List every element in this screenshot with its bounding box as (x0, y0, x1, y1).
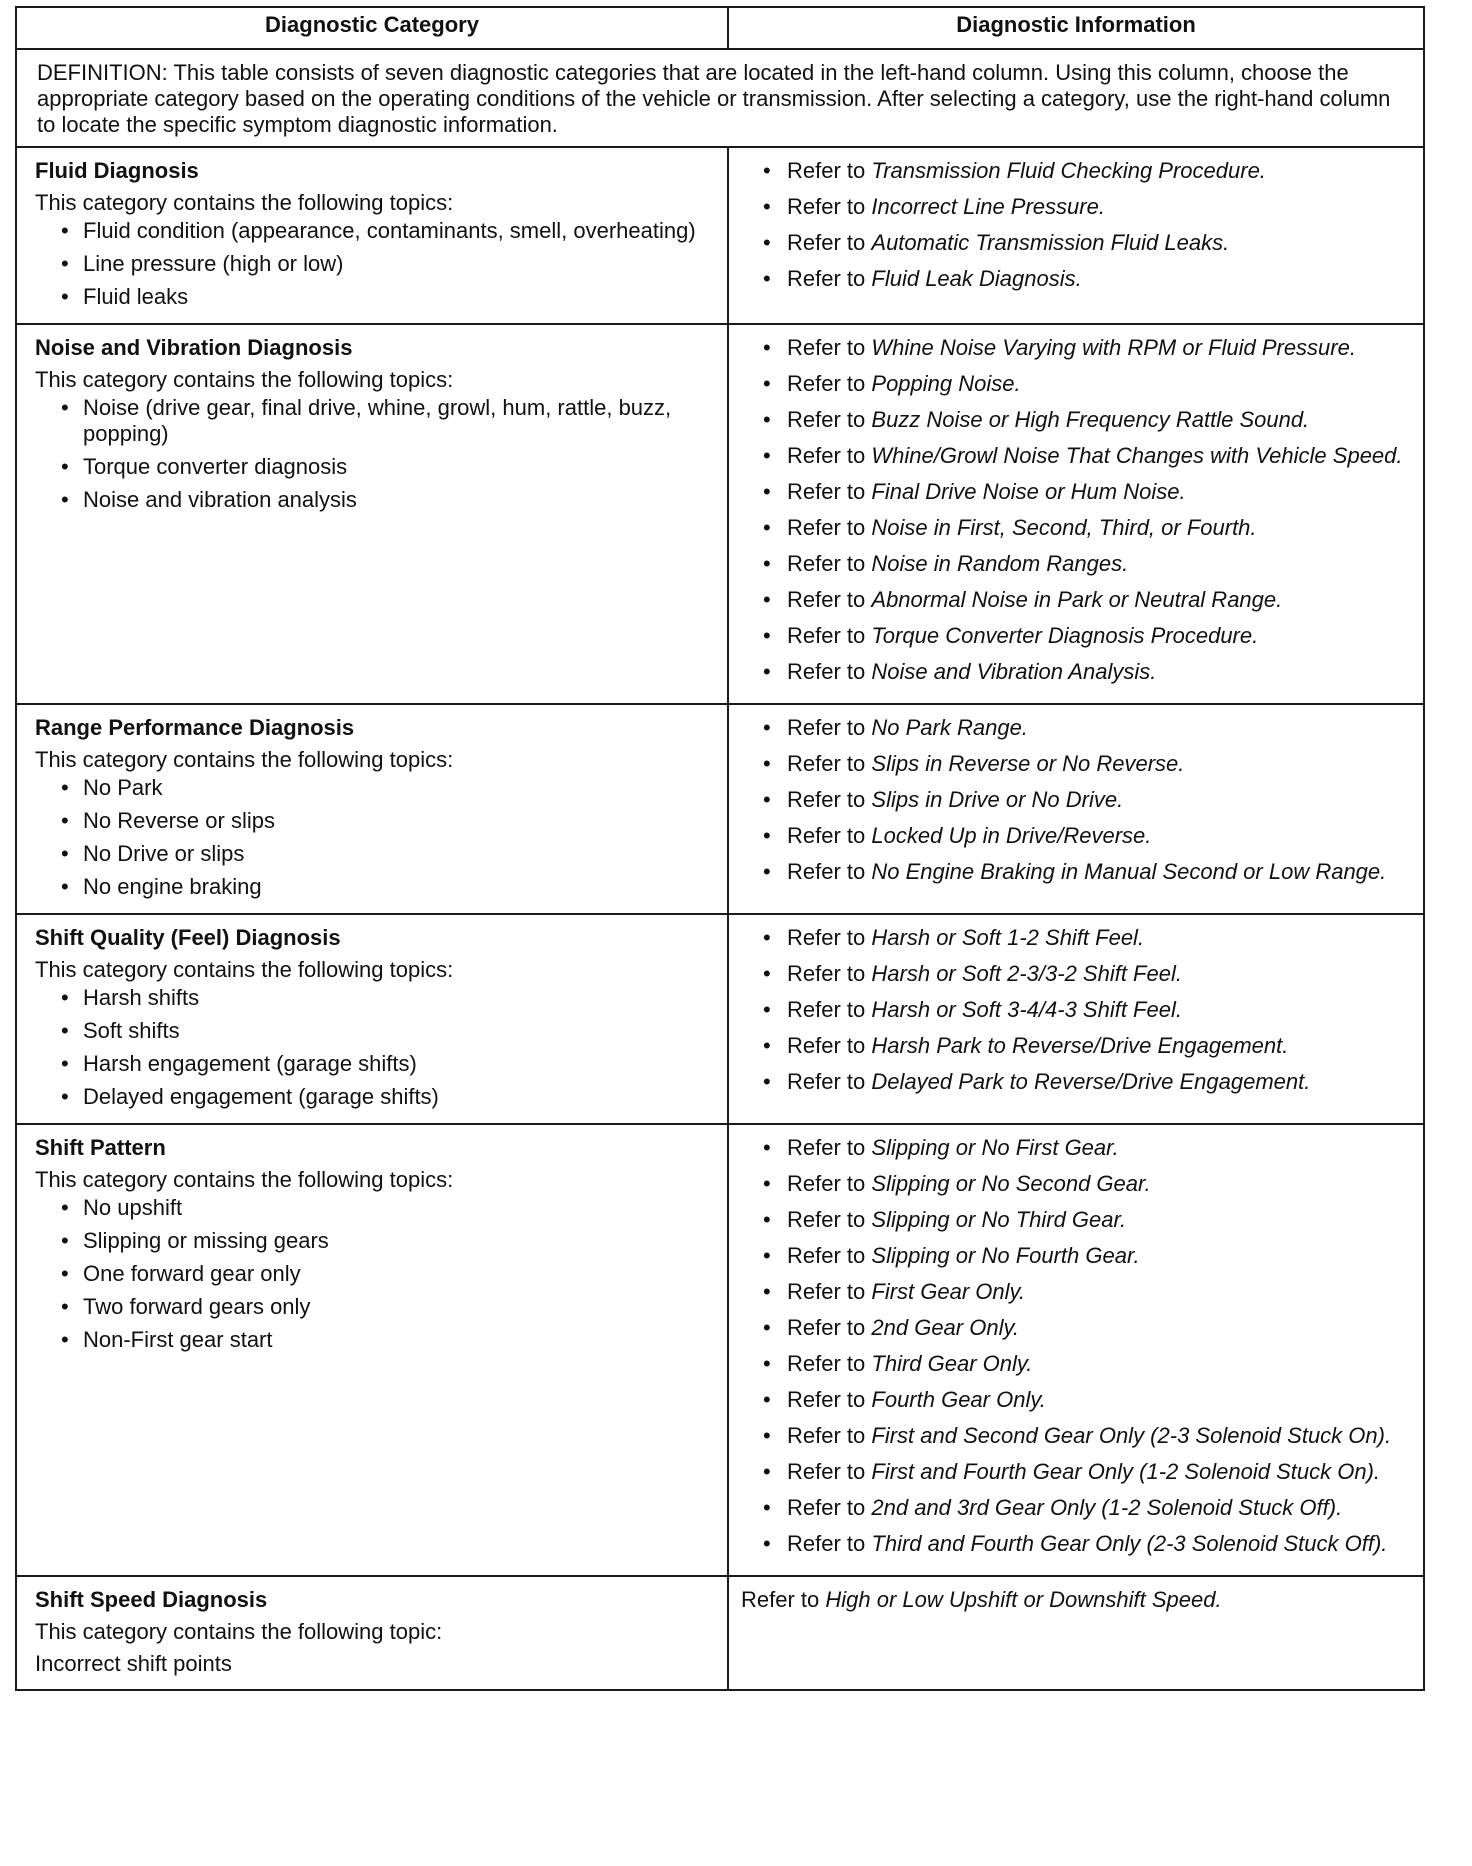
reference-item (761, 1351, 1413, 1377)
reference-link[interactable]: Slipping or No First Gear. (871, 1135, 1119, 1160)
column-header-information: Diagnostic Information (728, 7, 1424, 49)
category-cell (16, 704, 728, 914)
topic-item: • Harsh engagement (garage shifts) (59, 1051, 717, 1077)
refer-prefix: Refer to (787, 158, 866, 183)
category-description: This category contains the following topics: (35, 1167, 454, 1192)
reference-item (761, 230, 1413, 256)
refer-prefix: Refer to (787, 859, 866, 884)
reference-item (761, 925, 1413, 951)
reference-item (761, 1459, 1413, 1485)
topic-item: • Noise (drive gear, final drive, whine, growl, hum, rattle, buzz, popping) (59, 395, 717, 447)
reference-link[interactable]: Automatic Transmission Fluid Leaks. (871, 230, 1230, 255)
topic-item: • One forward gear only (59, 1261, 717, 1287)
topic-item: • Torque converter diagnosis (59, 454, 717, 480)
refer-prefix: Refer to (787, 194, 866, 219)
reference-item (761, 551, 1413, 577)
refer-prefix: Refer to (787, 230, 866, 255)
topic-item: • No Park (59, 775, 717, 801)
category-title: Shift Speed Diagnosis (35, 1587, 268, 1612)
reference-item (761, 1423, 1413, 1449)
reference-item (761, 443, 1413, 469)
category-cell (16, 1576, 728, 1690)
information-cell (728, 914, 1424, 1124)
reference-link[interactable]: No Engine Braking in Manual Second or Low Range. (871, 859, 1387, 884)
category-cell (16, 147, 728, 324)
category-description: This category contains the following topics: (35, 190, 454, 215)
reference-link[interactable]: Slipping or No Third Gear. (871, 1207, 1127, 1232)
reference-list (761, 1135, 1413, 1557)
table-row (16, 704, 1424, 914)
definition-row (16, 49, 1424, 147)
reference-link[interactable]: Transmission Fluid Checking Procedure. (871, 158, 1266, 183)
reference-item (761, 407, 1413, 433)
reference-link[interactable]: Noise in First, Second, Third, or Fourth. (871, 515, 1257, 540)
reference-link[interactable]: Slips in Reverse or No Reverse. (871, 751, 1185, 776)
topic-item: Incorrect shift points (35, 1651, 232, 1676)
topic-list (35, 775, 717, 900)
reference-item (761, 997, 1413, 1023)
refer-prefix: Refer to (787, 1459, 866, 1484)
table-row (16, 1576, 1424, 1690)
reference-link[interactable]: Noise and Vibration Analysis. (871, 659, 1157, 684)
reference-link[interactable]: First and Fourth Gear Only (1-2 Solenoid Stuck On). (871, 1459, 1381, 1484)
reference-item (761, 158, 1413, 184)
reference-item (761, 715, 1413, 741)
reference-item (761, 961, 1413, 987)
refer-prefix: Refer to (787, 443, 866, 468)
topic-item: • Line pressure (high or low) (59, 251, 717, 277)
reference-link[interactable]: Locked Up in Drive/Reverse. (871, 823, 1152, 848)
topic-list (35, 985, 717, 1110)
refer-prefix: Refer to (787, 335, 866, 360)
reference-link[interactable]: Harsh or Soft 3-4/4-3 Shift Feel. (871, 997, 1182, 1022)
table-header-row (16, 7, 1424, 49)
refer-prefix: Refer to (787, 1243, 866, 1268)
reference-item (761, 751, 1413, 777)
refer-prefix: Refer to (787, 823, 866, 848)
topic-item: • Soft shifts (59, 1018, 717, 1044)
reference-item (761, 587, 1413, 613)
topic-list (35, 1195, 717, 1353)
reference-item (761, 1069, 1413, 1095)
reference-link[interactable]: Torque Converter Diagnosis Procedure. (871, 623, 1259, 648)
reference-link[interactable]: Slipping or No Second Gear. (871, 1171, 1151, 1196)
reference-item (761, 1387, 1413, 1413)
refer-prefix: Refer to (787, 715, 866, 740)
refer-prefix: Refer to (787, 587, 866, 612)
reference-item (761, 194, 1413, 220)
reference-link[interactable]: Slipping or No Fourth Gear. (871, 1243, 1140, 1268)
reference-item (761, 1135, 1413, 1161)
information-cell (728, 704, 1424, 914)
reference-item (761, 1033, 1413, 1059)
reference-item (761, 1531, 1413, 1557)
topic-item: • No Reverse or slips (59, 808, 717, 834)
refer-prefix: Refer to (787, 997, 866, 1022)
topic-item: • No Drive or slips (59, 841, 717, 867)
reference-list (761, 335, 1413, 685)
refer-prefix: Refer to (787, 1171, 866, 1196)
reference-link[interactable]: Noise in Random Ranges. (871, 551, 1129, 576)
reference-item (761, 859, 1413, 885)
category-cell (16, 1124, 728, 1576)
topic-item: • Two forward gears only (59, 1294, 717, 1320)
category-description: This category contains the following topic: (35, 1619, 443, 1644)
reference-link[interactable]: Third Gear Only. (871, 1351, 1033, 1376)
reference-list (761, 715, 1413, 885)
reference-link[interactable]: Delayed Park to Reverse/Drive Engagement. (871, 1069, 1311, 1094)
refer-prefix: Refer to (787, 266, 866, 291)
refer-prefix: Refer to (787, 551, 866, 576)
table-row (16, 147, 1424, 324)
refer-prefix: Refer to (787, 479, 866, 504)
reference-link[interactable]: Incorrect Line Pressure. (871, 194, 1105, 219)
table-row (16, 914, 1424, 1124)
refer-prefix: Refer to (787, 659, 866, 684)
topic-item: • No upshift (59, 1195, 717, 1221)
reference-list (761, 158, 1413, 292)
reference-link[interactable]: Final Drive Noise or Hum Noise. (871, 479, 1186, 504)
topic-list (35, 395, 717, 513)
reference-link[interactable]: High or Low Upshift or Downshift Speed. (825, 1587, 1222, 1612)
topic-item: • Harsh shifts (59, 985, 717, 1011)
refer-prefix: Refer to (787, 1069, 866, 1094)
reference-link[interactable]: Third and Fourth Gear Only (2-3 Solenoid Stuck Off). (871, 1531, 1388, 1556)
category-description: This category contains the following topics: (35, 747, 454, 772)
reference-item (761, 823, 1413, 849)
reference-link[interactable]: Buzz Noise or High Frequency Rattle Sound. (871, 407, 1310, 432)
category-title: Noise and Vibration Diagnosis (35, 335, 353, 360)
category-title: Shift Quality (Feel) Diagnosis (35, 925, 341, 950)
refer-prefix: Refer to (787, 515, 866, 540)
category-description: This category contains the following topics: (35, 957, 454, 982)
refer-prefix: Refer to (787, 1495, 866, 1520)
refer-prefix: Refer to (787, 1351, 866, 1376)
refer-prefix: Refer to (787, 787, 866, 812)
reference-link[interactable]: Fourth Gear Only. (871, 1387, 1046, 1412)
refer-prefix: Refer to (787, 1387, 866, 1412)
reference-link[interactable]: Whine Noise Varying with RPM or Fluid Pressure. (871, 335, 1356, 360)
refer-prefix: Refer to (787, 371, 866, 396)
reference-link[interactable]: Harsh or Soft 1-2 Shift Feel. (871, 925, 1145, 950)
reference-link[interactable]: Slips in Drive or No Drive. (871, 787, 1124, 812)
information-cell (728, 1124, 1424, 1576)
table-row (16, 1124, 1424, 1576)
reference-item (761, 1315, 1413, 1341)
reference-item (761, 1495, 1413, 1521)
reference-item (761, 1171, 1413, 1197)
topic-item: • Fluid condition (appearance, contaminants, smell, overheating) (59, 218, 717, 244)
reference-link[interactable]: No Park Range. (871, 715, 1028, 740)
topic-item: • Noise and vibration analysis (59, 487, 717, 513)
reference-item (761, 515, 1413, 541)
reference-item (761, 335, 1413, 361)
reference-item (761, 1207, 1413, 1233)
refer-prefix: Refer to (787, 407, 866, 432)
reference-link[interactable]: Popping Noise. (871, 371, 1021, 396)
reference-link[interactable]: First Gear Only. (871, 1279, 1026, 1304)
category-title: Fluid Diagnosis (35, 158, 199, 183)
information-cell (728, 1576, 1424, 1690)
column-header-category: Diagnostic Category (16, 7, 728, 49)
diagnostic-table (15, 6, 1425, 1691)
refer-prefix: Refer to (787, 623, 866, 648)
reference-item (761, 659, 1413, 685)
refer-prefix: Refer to (787, 1531, 866, 1556)
reference-list (761, 925, 1413, 1095)
refer-prefix: Refer to (787, 751, 866, 776)
category-cell (16, 324, 728, 704)
reference-item (761, 623, 1413, 649)
information-cell (728, 147, 1424, 324)
refer-prefix: Refer to (787, 925, 866, 950)
topic-item: • Fluid leaks (59, 284, 717, 310)
refer-prefix: Refer to (787, 1315, 866, 1340)
category-cell (16, 914, 728, 1124)
information-cell (728, 324, 1424, 704)
category-description: This category contains the following topics: (35, 367, 454, 392)
reference-link[interactable]: 2nd and 3rd Gear Only (1-2 Solenoid Stuck Off). (871, 1495, 1343, 1520)
reference-item (761, 1243, 1413, 1269)
document-page (15, 6, 1423, 1691)
topic-list (35, 218, 717, 310)
refer-prefix: Refer to (787, 1135, 866, 1160)
reference-link[interactable]: Abnormal Noise in Park or Neutral Range. (871, 587, 1283, 612)
reference-item (761, 371, 1413, 397)
topic-item: • Non-First gear start (59, 1327, 717, 1353)
refer-prefix: Refer to (787, 961, 866, 986)
reference-item (761, 787, 1413, 813)
refer-prefix: Refer to (787, 1033, 866, 1058)
topic-item: • No engine braking (59, 874, 717, 900)
category-title: Range Performance Diagnosis (35, 715, 355, 740)
refer-prefix: Refer to (741, 1587, 820, 1612)
reference-item (761, 1279, 1413, 1305)
refer-prefix: Refer to (787, 1423, 866, 1448)
reference-link[interactable]: Harsh Park to Reverse/Drive Engagement. (871, 1033, 1289, 1058)
topic-item: • Delayed engagement (garage shifts) (59, 1084, 717, 1110)
reference-link[interactable]: Harsh or Soft 2-3/3-2 Shift Feel. (871, 961, 1182, 986)
reference-item (761, 479, 1413, 505)
table-row (16, 324, 1424, 704)
category-title: Shift Pattern (35, 1135, 166, 1160)
reference-link[interactable]: 2nd Gear Only. (871, 1315, 1019, 1340)
reference-link[interactable]: Fluid Leak Diagnosis. (871, 266, 1082, 291)
topic-item: • Slipping or missing gears (59, 1228, 717, 1254)
definition-text: DEFINITION: This table consists of seven diagnostic categories that are located in the left-hand column. Using this column, choose the appropriate category based on the operating conditions of the vehicle or transmission. After selecting a category, use the right-hand column to locate the specific symptom diagnostic information. (16, 49, 1424, 147)
refer-prefix: Refer to (787, 1279, 866, 1304)
reference-item (761, 266, 1413, 292)
reference-link[interactable]: First and Second Gear Only (2-3 Solenoid Stuck On). (871, 1423, 1392, 1448)
reference-link[interactable]: Whine/Growl Noise That Changes with Vehicle Speed. (871, 443, 1403, 468)
refer-prefix: Refer to (787, 1207, 866, 1232)
